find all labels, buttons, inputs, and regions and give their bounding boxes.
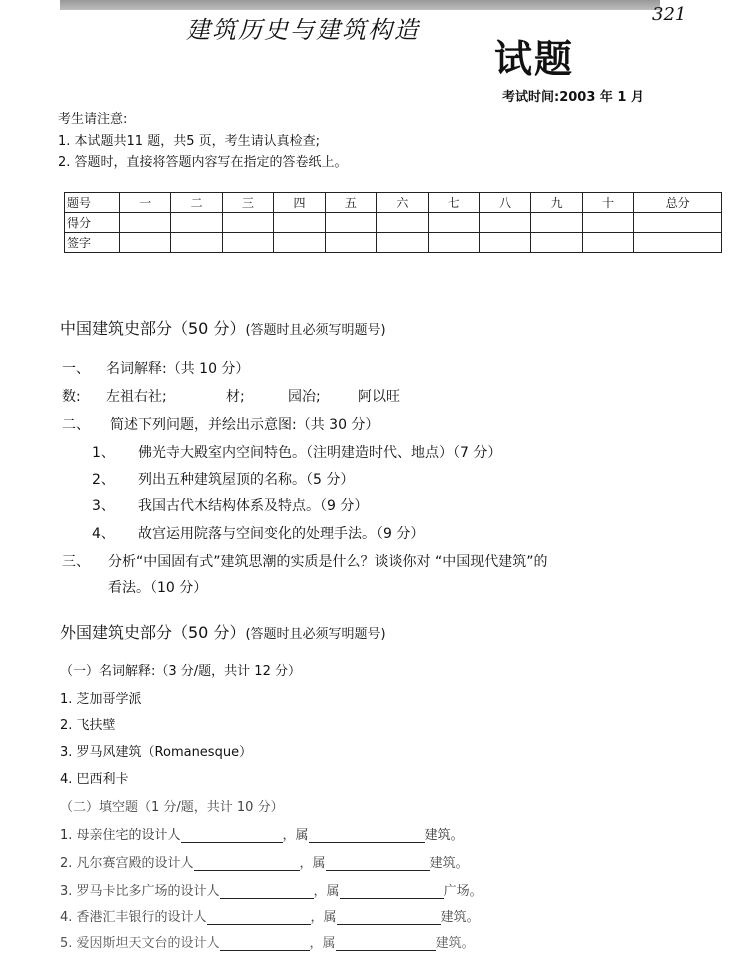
table-cell: 题号 <box>65 193 120 213</box>
fill-item-1 <box>60 824 464 843</box>
section-cn-heading: 中国建筑史部分（50 分） <box>60 319 246 338</box>
score-cell[interactable] <box>120 213 171 233</box>
score-cell[interactable] <box>222 213 273 233</box>
table-cell: 二 <box>171 193 222 213</box>
table-cell: 十 <box>582 193 633 213</box>
exam-time: 考试时间:2003 年 1 月 <box>502 90 645 105</box>
q2-item-1-num: 1、 <box>92 445 115 461</box>
page-title: 试题 <box>494 37 575 81</box>
section-foreign-heading: 外国建筑史部分（50 分） <box>60 623 246 642</box>
sign-cell[interactable] <box>222 233 273 253</box>
answer-blank[interactable] <box>340 898 444 899</box>
sign-cell[interactable] <box>325 233 376 253</box>
table-row-label: 得分 <box>65 213 120 233</box>
fill-item-text: 1. 母亲住宅的设计人 <box>60 828 181 843</box>
fill-item-5 <box>60 932 475 951</box>
answer-blank[interactable] <box>207 924 311 925</box>
table-cell: 三 <box>222 193 273 213</box>
q2-item-3-text: 我国古代木结构体系及特点。（9 分） <box>138 498 369 514</box>
q1-terms-prefix: 数: <box>62 389 81 405</box>
score-table <box>64 192 722 253</box>
q2-text: 简述下列问题，并绘出示意图:（共 30 分） <box>110 417 380 433</box>
q2-item-4-text: 故宫运用院落与空间变化的处理手法。（9 分） <box>138 526 425 542</box>
fill-item-text: 4. 香港汇丰银行的设计人 <box>60 910 207 925</box>
table-cell: 八 <box>479 193 530 213</box>
score-cell[interactable] <box>479 213 530 233</box>
q3-line-2: 看法。（10 分） <box>108 580 208 596</box>
score-table-row-sign <box>65 233 722 253</box>
score-cell[interactable] <box>531 213 582 233</box>
fill-item-text: 建筑。 <box>440 910 480 925</box>
q1-term-3: 园冶; <box>288 389 321 405</box>
table-cell: 一 <box>120 193 171 213</box>
table-cell: 总分 <box>634 193 722 213</box>
table-row-label: 签字 <box>65 233 120 253</box>
table-cell: 六 <box>377 193 428 213</box>
score-table-header-row <box>65 193 722 213</box>
answer-blank[interactable] <box>336 950 436 951</box>
q2-item-2-num: 2、 <box>92 472 115 488</box>
q2-item-3-num: 3、 <box>92 498 115 514</box>
fill-item-text: ，属 <box>309 936 336 951</box>
answer-blank[interactable] <box>337 924 441 925</box>
section-foreign-heading-line <box>60 620 386 643</box>
fill-item-text: ，属 <box>310 910 337 925</box>
q3-num: 三、 <box>62 554 90 570</box>
notice-heading: 考生请注意: <box>58 112 128 127</box>
answer-blank[interactable] <box>194 870 300 871</box>
fill-item-text: 广场。 <box>443 884 483 899</box>
part1-item-1: 1. 芝加哥学派 <box>60 692 142 707</box>
answer-blank[interactable] <box>220 950 310 951</box>
q1-term-1: 左祖右社; <box>106 389 167 405</box>
score-cell[interactable] <box>377 213 428 233</box>
q2-item-4-num: 4、 <box>92 526 115 542</box>
table-cell: 七 <box>428 193 479 213</box>
score-cell[interactable] <box>171 213 222 233</box>
sign-cell[interactable] <box>582 233 633 253</box>
notice-item-2: 2. 答题时，直接将答题内容写在指定的答卷纸上。 <box>58 155 348 170</box>
fill-item-text: 2. 凡尔赛宫殿的设计人 <box>60 856 194 871</box>
sign-cell[interactable] <box>377 233 428 253</box>
sign-cell[interactable] <box>171 233 222 253</box>
q2-item-2-text: 列出五种建筑屋顶的名称。（5 分） <box>138 472 355 488</box>
fill-item-3 <box>60 880 483 899</box>
handwritten-code: 321 <box>652 4 687 25</box>
score-cell[interactable] <box>428 213 479 233</box>
sign-cell[interactable] <box>274 233 325 253</box>
fill-item-4 <box>60 906 480 925</box>
fill-item-text: ，属 <box>313 884 340 899</box>
answer-blank[interactable] <box>326 870 430 871</box>
q1-term-2: 材; <box>226 389 245 405</box>
score-cell[interactable] <box>582 213 633 233</box>
score-cell[interactable] <box>274 213 325 233</box>
score-cell[interactable] <box>634 213 722 233</box>
sign-cell[interactable] <box>479 233 530 253</box>
q2-item-1-text: 佛光寺大殿室内空间特色。（注明建造时代、地点）（7 分） <box>138 445 502 461</box>
fill-item-text: 建筑。 <box>429 856 469 871</box>
sign-cell[interactable] <box>120 233 171 253</box>
table-cell: 五 <box>325 193 376 213</box>
q3-line-1: 分析“中国固有式”建筑思潮的实质是什么？谈谈你对 “中国现代建筑”的 <box>108 554 548 570</box>
part1-item-4: 4. 巴西利卡 <box>60 772 129 787</box>
score-table-row-score <box>65 213 722 233</box>
part2-heading: （二）填空题（1 分/题，共计 10 分） <box>60 800 284 815</box>
fill-item-text: 建筑。 <box>424 828 464 843</box>
scan-artifact <box>60 0 660 10</box>
fill-item-text: ，属 <box>299 856 326 871</box>
answer-blank[interactable] <box>309 842 425 843</box>
fill-item-2 <box>60 852 469 871</box>
q1-term-4: 阿以旺 <box>358 389 400 405</box>
section-cn-note: (答题时且必须写明题号) <box>245 323 386 338</box>
handwritten-subject: 建筑历史与建筑构造 <box>186 16 420 44</box>
fill-item-text: ，属 <box>282 828 309 843</box>
section-foreign-note: (答题时且必须写明题号) <box>245 627 386 642</box>
sign-cell[interactable] <box>634 233 722 253</box>
notice-item-1: 1. 本试题共11 题，共5 页，考生请认真检查; <box>58 134 320 149</box>
q2-num: 二、 <box>62 417 90 433</box>
fill-item-text: 建筑。 <box>435 936 475 951</box>
table-cell: 九 <box>531 193 582 213</box>
answer-blank[interactable] <box>181 842 283 843</box>
section-cn-heading-line <box>60 316 386 339</box>
part1-item-3: 3. 罗马风建筑（Romanesque） <box>60 745 253 760</box>
sign-cell[interactable] <box>531 233 582 253</box>
sign-cell[interactable] <box>428 233 479 253</box>
fill-item-text: 3. 罗马卡比多广场的设计人 <box>60 884 220 899</box>
q1-num: 一、 <box>62 361 90 377</box>
score-cell[interactable] <box>325 213 376 233</box>
q1-text: 名词解释:（共 10 分） <box>106 361 250 377</box>
part1-heading: （一）名词解释:（3 分/题，共计 12 分） <box>60 664 301 679</box>
fill-item-text: 5. 爱因斯坦天文台的设计人 <box>60 936 220 951</box>
part1-item-2: 2. 飞扶壁 <box>60 718 116 733</box>
table-cell: 四 <box>274 193 325 213</box>
answer-blank[interactable] <box>220 898 314 899</box>
